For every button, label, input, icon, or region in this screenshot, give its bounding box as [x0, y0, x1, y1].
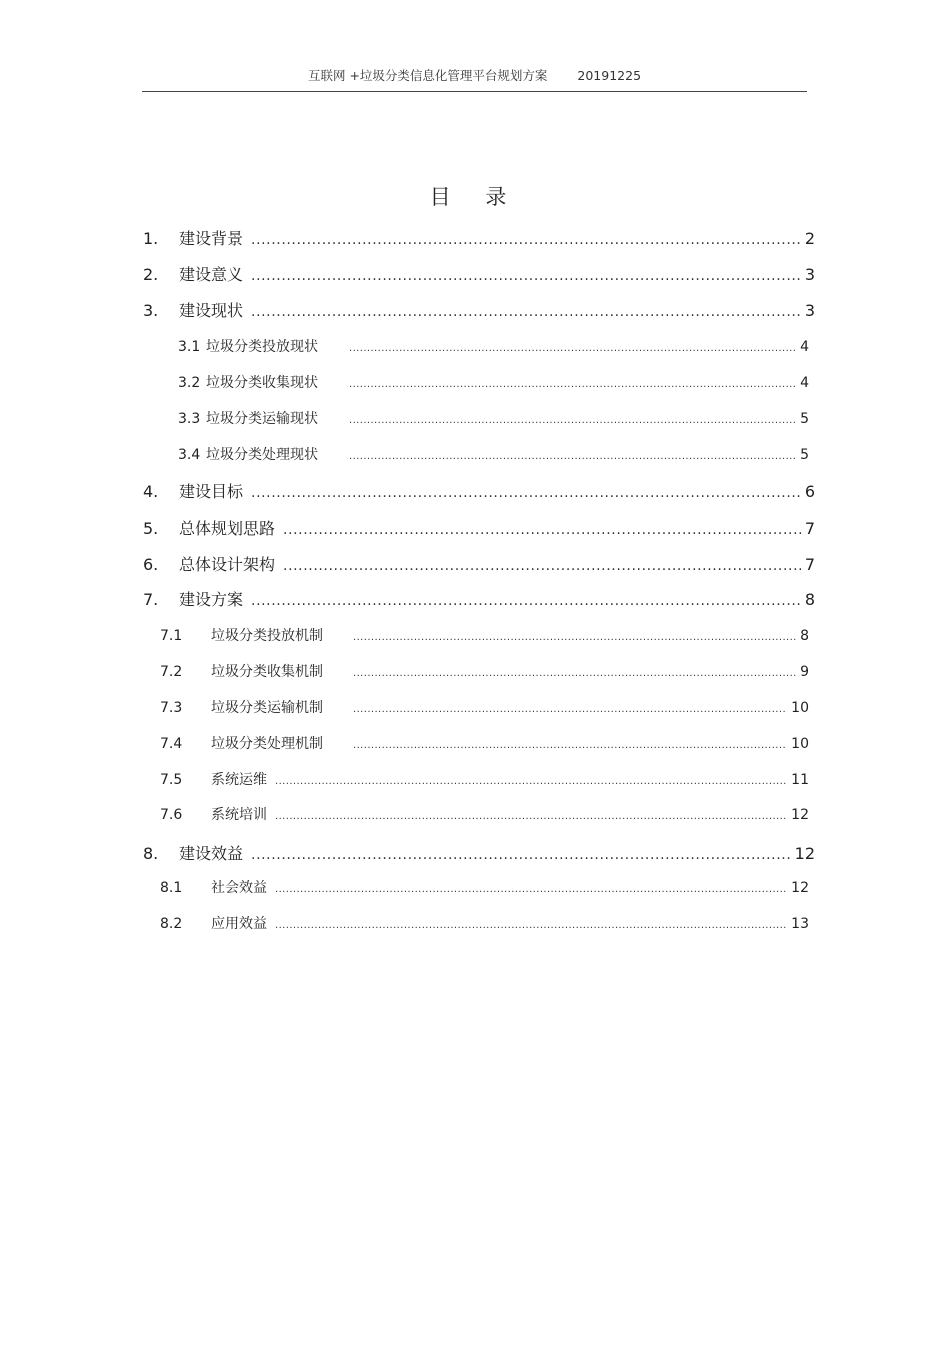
toc-entry-number: 2.: [143, 265, 159, 284]
toc-entry-page: 6: [804, 482, 815, 501]
toc-entry-page: 11: [791, 772, 809, 788]
toc-dot-leader: [353, 632, 796, 643]
toc-entry-page: 2: [804, 229, 815, 248]
toc-entry-number: 7.5: [160, 772, 183, 788]
toc-dot-leader: [251, 232, 801, 248]
toc-dot-leader: [349, 379, 796, 390]
toc-entry-label: 社会效益: [211, 880, 267, 896]
toc-entry-number: 6.: [143, 555, 159, 574]
toc-entry-number: 4.: [143, 482, 159, 501]
toc-entry-page: 12: [791, 880, 809, 896]
toc-entry-number: 8.2: [160, 916, 183, 932]
toc-dot-leader: [251, 268, 801, 284]
toc-entry-number: 8.1: [160, 880, 183, 896]
toc-entry-page: 3: [804, 301, 815, 320]
toc-entry-number: 8.: [143, 844, 159, 863]
toc-subentry[interactable]: [178, 408, 809, 428]
toc-title: 目 录: [429, 185, 521, 209]
toc-dot-leader: [283, 558, 801, 574]
toc-entry-page: 12: [794, 844, 815, 863]
toc-entry-label: 建设效益: [179, 844, 244, 863]
toc-entry[interactable]: [143, 226, 815, 248]
toc-subentry[interactable]: [160, 913, 809, 933]
toc-entry-label: 建设目标: [179, 482, 244, 501]
toc-entry-number: 3.3: [178, 411, 201, 427]
toc-entry-number: 7.4: [160, 736, 183, 752]
toc-entry-page: 9: [800, 664, 809, 680]
toc-entry[interactable]: [143, 552, 815, 574]
toc-dot-leader: [349, 451, 796, 462]
toc-entry-page: 5: [800, 411, 809, 427]
toc-entry-label: 建设意义: [179, 265, 244, 284]
toc-subentry[interactable]: [160, 625, 809, 645]
toc-dot-leader: [353, 668, 796, 679]
toc-entry-page: 7: [804, 555, 815, 574]
toc-entry[interactable]: [143, 479, 815, 501]
toc-dot-leader: [275, 920, 787, 931]
toc-entry-page: 13: [791, 916, 809, 932]
toc-entry-label: 垃圾分类投放现状: [206, 339, 318, 355]
toc-entry-page: 8: [800, 628, 809, 644]
toc-entry-page: 10: [791, 736, 809, 752]
toc-entry[interactable]: [143, 298, 815, 320]
toc-dot-leader: [349, 415, 796, 426]
toc-entry-label: 垃圾分类收集机制: [211, 664, 323, 680]
toc-entry-page: 7: [804, 519, 815, 538]
toc-entry-number: 5.: [143, 519, 159, 538]
header-title: 互联网 +垃圾分类信息化管理平台规划方案: [307, 68, 548, 83]
toc-subentry[interactable]: [178, 372, 809, 392]
toc-dot-leader: [353, 704, 787, 715]
toc-entry-number: 3.1: [178, 339, 201, 355]
toc-entry[interactable]: [143, 516, 815, 538]
page-header: [142, 66, 807, 86]
toc-entry-page: 12: [791, 807, 809, 823]
toc-entry-label: 垃圾分类运输现状: [206, 411, 318, 427]
toc-entry-page: 4: [800, 375, 809, 391]
toc-subentry[interactable]: [160, 661, 809, 681]
toc-entry-label: 建设背景: [179, 229, 244, 248]
toc-subentry[interactable]: [160, 804, 809, 824]
toc-entry-number: 1.: [143, 229, 159, 248]
toc-entry-label: 总体设计架构: [179, 555, 276, 574]
toc-entry-label: 垃圾分类处理现状: [206, 447, 318, 463]
toc-entry-label: 垃圾分类运输机制: [211, 700, 323, 716]
header-date: 20191225: [577, 68, 642, 83]
toc-subentry[interactable]: [160, 877, 809, 897]
toc-entry-number: 3.4: [178, 447, 201, 463]
toc-subentry[interactable]: [178, 336, 809, 356]
toc-dot-leader: [353, 740, 787, 751]
toc-entry-label: 建设方案: [179, 590, 244, 609]
toc-entry-label: 应用效益: [211, 916, 267, 932]
toc-subentry[interactable]: [160, 733, 809, 753]
toc-entry-label: 建设现状: [179, 301, 244, 320]
toc-dot-leader: [349, 343, 796, 354]
toc-entry-page: 3: [804, 265, 815, 284]
header-divider: [142, 91, 807, 92]
toc-entry-page: 5: [800, 447, 809, 463]
toc-subentry[interactable]: [178, 444, 809, 464]
toc-entry-number: 3.: [143, 301, 159, 320]
toc-entry-label: 垃圾分类处理机制: [211, 736, 323, 752]
toc-entry-label: 垃圾分类收集现状: [206, 375, 318, 391]
toc-dot-leader: [283, 522, 801, 538]
toc-entry-number: 7.: [143, 590, 159, 609]
toc-entry-number: 7.2: [160, 664, 183, 680]
toc-entry-page: 4: [800, 339, 809, 355]
toc-entry[interactable]: [143, 587, 815, 609]
toc-entry-label: 系统培训: [211, 807, 267, 823]
toc-entry-label: 垃圾分类投放机制: [211, 628, 323, 644]
toc-entry-label: 系统运维: [211, 772, 267, 788]
toc-dot-leader: [275, 811, 787, 822]
toc-subentry[interactable]: [160, 769, 809, 789]
toc-dot-leader: [251, 485, 801, 501]
toc-entry-number: 7.3: [160, 700, 183, 716]
toc-entry-page: 10: [791, 700, 809, 716]
toc-entry-page: 8: [804, 590, 815, 609]
toc-entry-number: 3.2: [178, 375, 201, 391]
toc-subentry[interactable]: [160, 697, 809, 717]
toc-dot-leader: [275, 776, 787, 787]
toc-dot-leader: [251, 593, 801, 609]
toc-entry-number: 7.6: [160, 807, 183, 823]
toc-dot-leader: [251, 304, 801, 320]
toc-entry-number: 7.1: [160, 628, 183, 644]
toc-entry[interactable]: [143, 841, 815, 863]
toc-dot-leader: [251, 847, 791, 863]
toc-entry-label: 总体规划思路: [179, 519, 276, 538]
toc-entry[interactable]: [143, 262, 815, 284]
toc-dot-leader: [275, 884, 787, 895]
